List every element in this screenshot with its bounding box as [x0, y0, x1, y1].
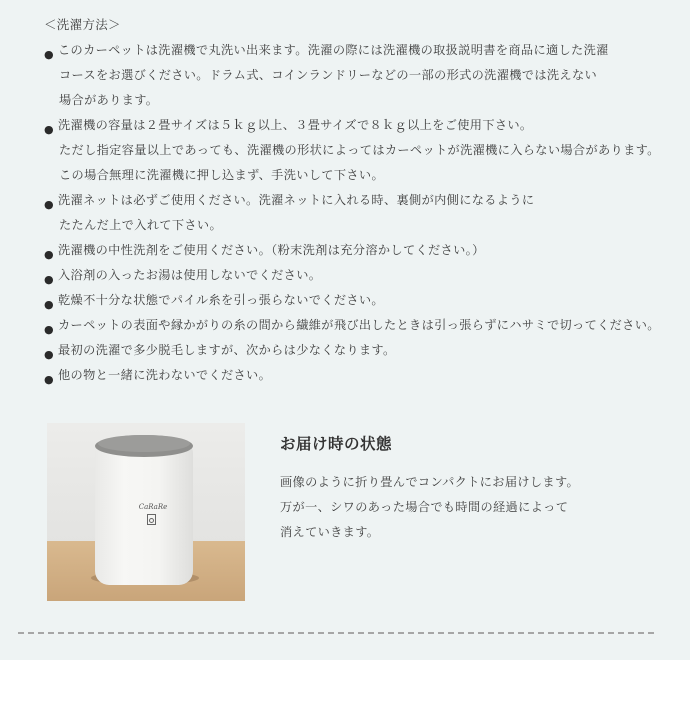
- care-item-line: この場合無理に洗濯機に押し込まず、手洗いして下さい。: [59, 168, 384, 182]
- care-item-line: 洗濯機の容量は２畳サイズは５ｋｇ以上、３畳サイズで８ｋｇ以上をご使用下さい。: [58, 118, 533, 132]
- bullet-icon: ●: [44, 198, 54, 211]
- care-list: [44, 42, 674, 392]
- laundry-bag-lid-top: [98, 435, 190, 452]
- care-item: [44, 367, 674, 392]
- bullet-icon: ●: [44, 123, 54, 136]
- dashed-divider: [18, 632, 654, 634]
- care-item: [44, 342, 674, 367]
- care-item: [44, 42, 674, 117]
- bullet-icon: ●: [44, 48, 54, 61]
- care-item-line: ただし指定容量以上であっても、洗濯機の形状によってはカーペットが洗濯機に入らない場合があります。: [59, 143, 660, 157]
- care-item-line: 他の物と一緒に洗わないでください。: [58, 368, 272, 382]
- care-item-line: 場合があります。: [59, 93, 159, 107]
- care-item: [44, 317, 674, 342]
- brand-logo: CaRaRe: [138, 503, 168, 511]
- delivery-line: 消えていきます。: [280, 525, 380, 539]
- bullet-icon: ●: [44, 323, 54, 336]
- care-item-line: たたんだ上で入れて下さい。: [59, 218, 222, 232]
- bullet-icon: ●: [44, 298, 54, 311]
- care-item-line: カーペットの表面や縁かがりの糸の間から繊維が飛び出したときは引っ張らずにハサミで切ってください。: [58, 318, 660, 332]
- delivery-description: [280, 474, 680, 549]
- care-item-line: このカーペットは洗濯機で丸洗い出来ます。洗濯の際には洗濯機の取扱説明書を商品に適した洗濯: [58, 43, 609, 57]
- product-photo: [47, 423, 245, 601]
- care-item: [44, 242, 674, 267]
- delivery-line: 万が一、シワのあった場合でも時間の経過によって: [280, 500, 569, 514]
- care-item-line: 入浴剤の入ったお湯は使用しないでください。: [58, 268, 322, 282]
- care-item-line: 洗濯機の中性洗剤をご使用ください。（粉末洗剤は充分溶かしてください。）: [58, 243, 485, 257]
- care-item: [44, 292, 674, 317]
- care-item: [44, 267, 674, 292]
- bullet-icon: ●: [44, 348, 54, 361]
- laundry-bag: [95, 443, 193, 585]
- care-item: [44, 117, 674, 192]
- care-item-line: コースをお選びください。ドラム式、コインランドリーなどの一部の形式の洗濯機では洗えない: [59, 68, 598, 82]
- care-item-line: 最初の洗濯で多少脱毛しますが、次からは少なくなります。: [58, 343, 396, 357]
- delivery-line: 画像のように折り畳んでコンパクトにお届けします。: [280, 475, 580, 489]
- bullet-icon: ●: [44, 273, 54, 286]
- bullet-icon: ●: [44, 248, 54, 261]
- care-item-line: 乾燥不十分な状態でパイル糸を引っ張らないでください。: [58, 293, 384, 307]
- washing-machine-icon: [147, 514, 156, 525]
- care-item: [44, 192, 674, 242]
- care-item-line: 洗濯ネットは必ずご使用ください。洗濯ネットに入れる時、裏側が内側になるように: [58, 193, 535, 207]
- care-heading: ＜洗濯方法＞: [44, 17, 121, 32]
- delivery-title: お届け時の状態: [280, 435, 393, 453]
- bullet-icon: ●: [44, 373, 54, 386]
